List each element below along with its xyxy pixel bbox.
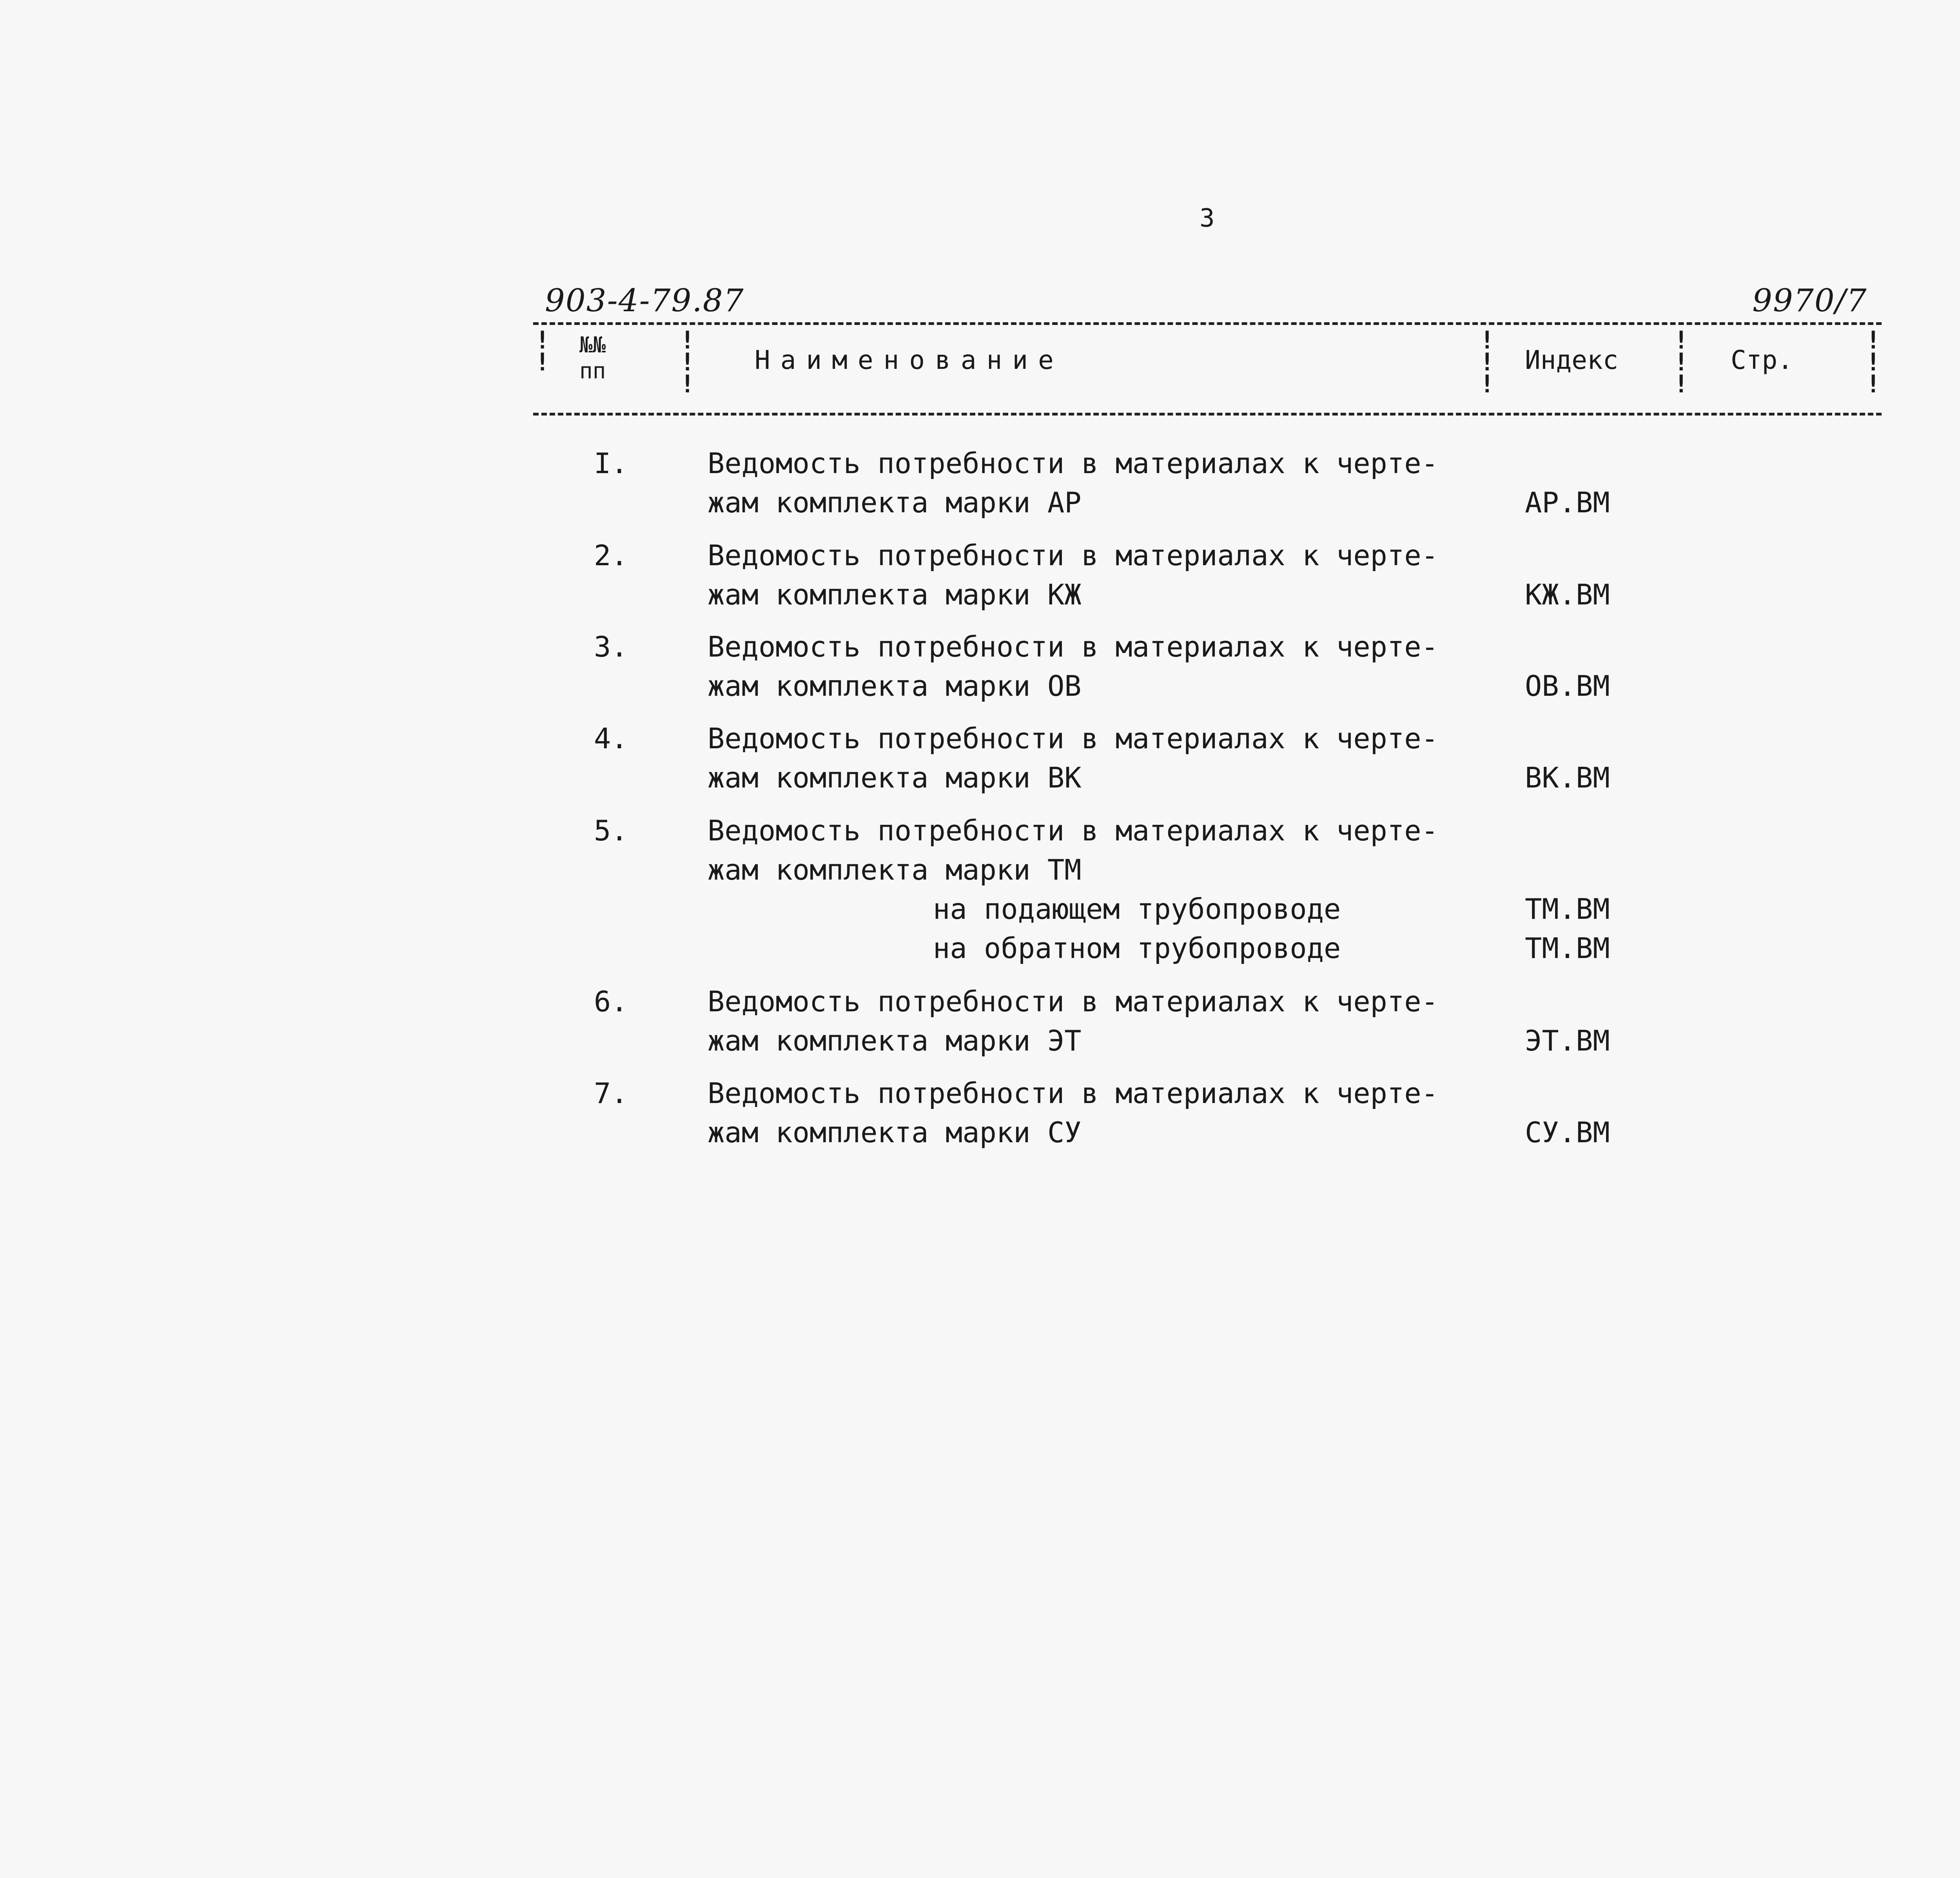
row-index: ВК.ВМ	[1525, 761, 1610, 794]
column-separator: ! ! !	[1480, 326, 1495, 398]
row-number: 4.	[594, 722, 628, 755]
row-index: АР.ВМ	[1525, 486, 1610, 519]
row-number: 7.	[594, 1077, 628, 1110]
column-separator: ! ! !	[1866, 326, 1881, 398]
row-name-line1: Ведомость потребности в материалах к черте-	[708, 985, 1438, 1018]
row-name-line2: жам комплекта марки ТМ	[708, 853, 1082, 886]
row-name-line2: жам комплекта марки АР	[708, 486, 1082, 519]
row-index: ЭТ.ВМ	[1525, 1024, 1610, 1057]
table-header-top-rule	[533, 322, 1882, 325]
header-number-line1: №№	[579, 332, 606, 358]
row-name-line1: Ведомость потребности в материалах к черте-	[708, 722, 1438, 755]
row-name-line2: жам комплекта марки ОВ	[708, 670, 1082, 702]
row-subitem-index: ТМ.ВМ	[1525, 932, 1610, 965]
row-name-line1: Ведомость потребности в материалах к черте-	[708, 539, 1438, 572]
column-separator: ! ! !	[1674, 326, 1689, 398]
row-name-line2: жам комплекта марки ЭТ	[708, 1024, 1082, 1057]
row-name-line1: Ведомость потребности в материалах к черте-	[708, 630, 1438, 663]
header-name: Наименование	[755, 345, 1064, 375]
header-index: Индекс	[1525, 345, 1619, 375]
row-number: I.	[594, 447, 628, 480]
row-index: СУ.ВМ	[1525, 1116, 1610, 1149]
row-name-line2: жам комплекта марки СУ	[708, 1116, 1082, 1149]
row-index: КЖ.ВМ	[1525, 578, 1610, 611]
row-subitem: на обратном трубопроводе	[933, 932, 1341, 965]
row-number: 3.	[594, 630, 628, 663]
row-name-line1: Ведомость потребности в материалах к черте-	[708, 1077, 1438, 1110]
row-name-line2: жам комплекта марки КЖ	[708, 578, 1082, 611]
row-subitem: на подающем трубопроводе	[933, 893, 1341, 925]
row-index: ОВ.ВМ	[1525, 670, 1610, 702]
row-subitem-index: ТМ.ВМ	[1525, 893, 1610, 925]
document-code: 903-4-79.87	[545, 282, 744, 319]
page-number: 3	[1200, 204, 1215, 233]
header-number	[579, 332, 606, 384]
row-name-line1: Ведомость потребности в материалах к черте-	[708, 447, 1438, 480]
column-separator: ! ! !	[680, 326, 695, 398]
header-number-line2: пп	[579, 358, 606, 384]
column-separator: ! !	[535, 326, 550, 376]
table-header-bottom-rule	[533, 413, 1882, 416]
row-name-line2: жам комплекта марки ВК	[708, 761, 1082, 794]
row-number: 5.	[594, 814, 628, 847]
row-number: 6.	[594, 985, 628, 1018]
row-number: 2.	[594, 539, 628, 572]
document-number: 9970/7	[1752, 282, 1867, 319]
header-page: Стр.	[1731, 345, 1793, 375]
row-name-line1: Ведомость потребности в материалах к черте-	[708, 814, 1438, 847]
